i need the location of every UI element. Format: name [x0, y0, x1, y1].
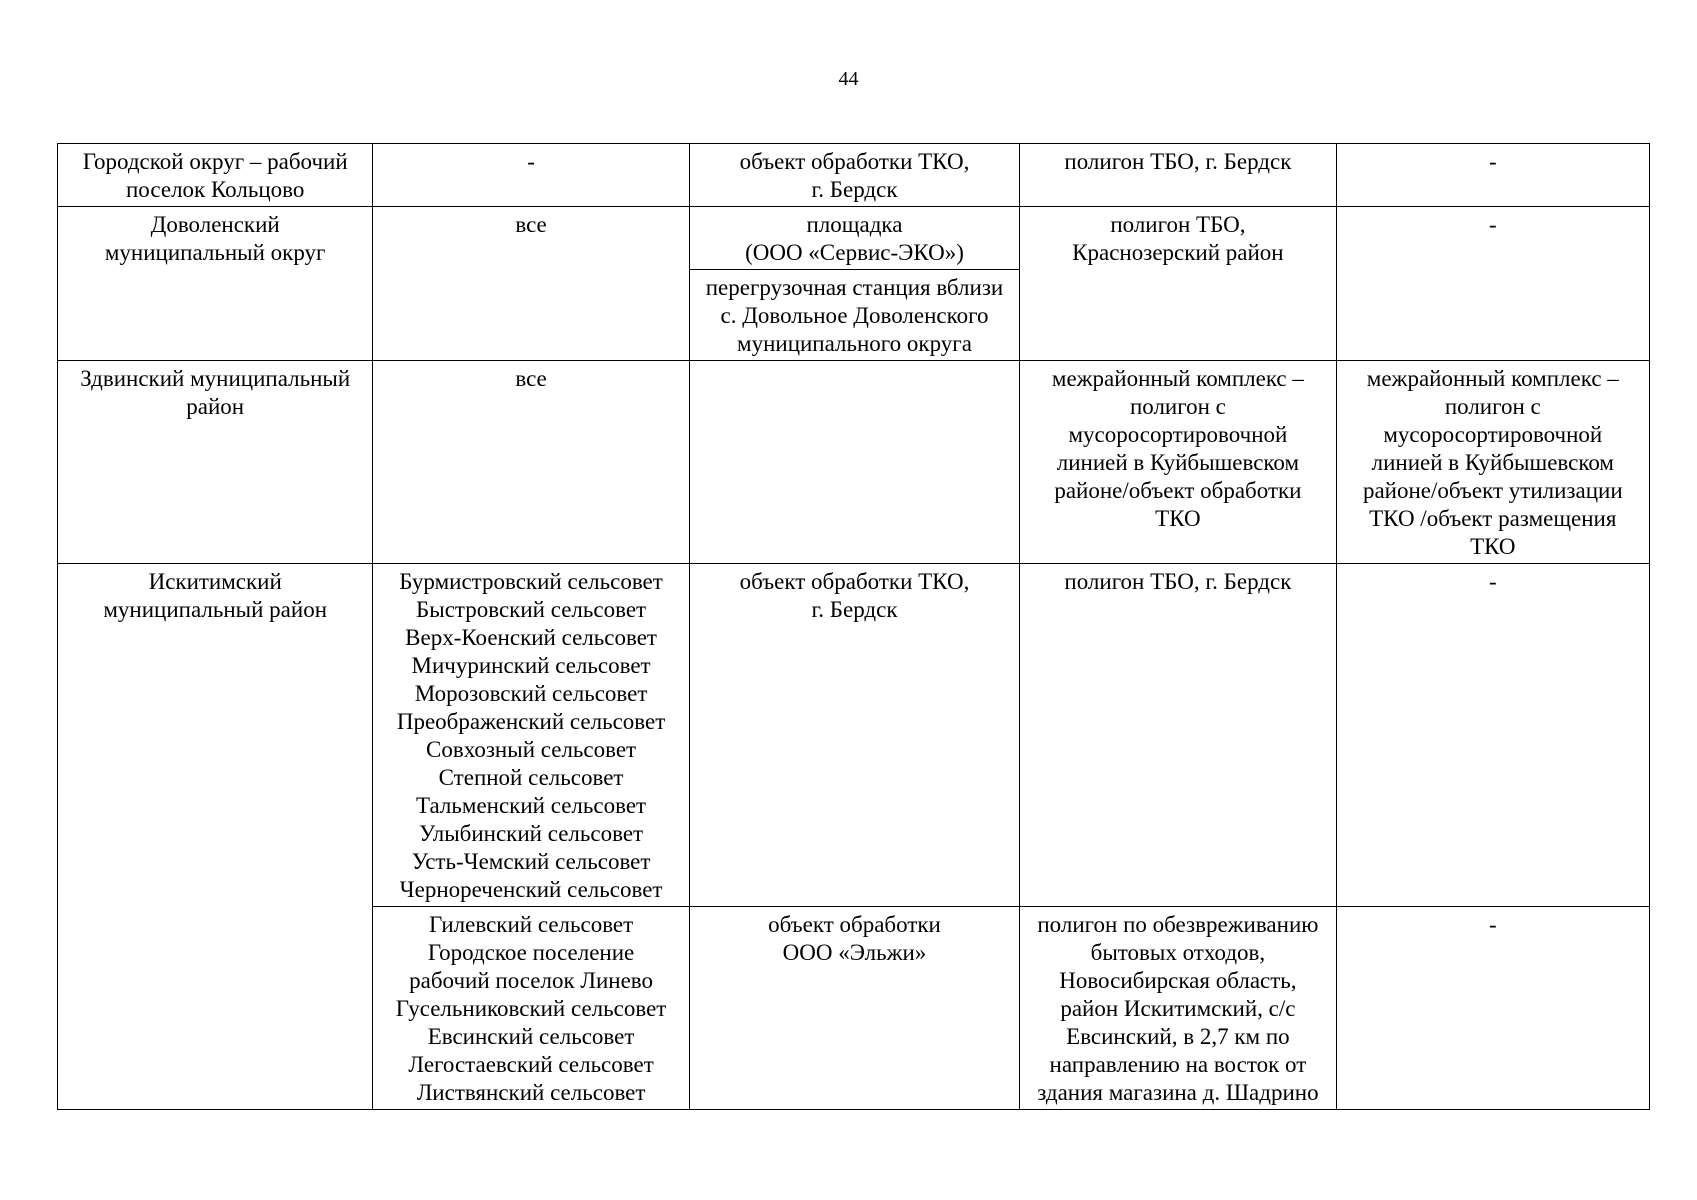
processing-facility-cell: площадка (ООО «Сервис-ЭКО») [689, 207, 1019, 270]
settlements-cell: все [373, 361, 689, 564]
utilization-facility-cell: межрайонный комплекс – полигон с мусоросортировочной линией в Куйбышевском районе/объект утилизации ТКО /объект размещения ТКО [1336, 361, 1649, 564]
municipality-cell: Доволенский муниципальный округ [58, 207, 373, 361]
settlements-cell: Бурмистровский сельсовет Быстровский сельсовет Верх-Коенский сельсовет Мичуринский сельсовет Морозовский сельсовет Преображенский сельсовет Совхозный сельсовет Степной сельсовет Тальменский сельсовет Улыбинский сельсовет Усть-Чемский сельсовет Чернореченский сельсовет [373, 564, 689, 907]
utilization-facility-cell: - [1336, 144, 1649, 207]
table-row [58, 207, 1650, 270]
municipality-cell: Искитимский муниципальный район [58, 564, 373, 1110]
settlements-cell: - [373, 144, 689, 207]
disposal-facility-cell: межрайонный комплекс – полигон с мусоросортировочной линией в Куйбышевском районе/объект обработки ТКО [1020, 361, 1336, 564]
processing-facility-cell [689, 361, 1019, 564]
disposal-facility-cell: полигон ТБО, г. Бердск [1020, 144, 1336, 207]
processing-facility-cell: перегрузочная станция вблизи с. Довольное Доволенского муниципального округа [689, 270, 1019, 361]
disposal-facility-cell: полигон по обезвреживанию бытовых отходов, Новосибирская область, район Искитимский, с/с Евсинский, в 2,7 км по направлению на восток от здания магазина д. Шадрино [1020, 907, 1336, 1110]
table-row [58, 361, 1650, 564]
page-number: 44 [838, 68, 859, 90]
table-row [58, 564, 1650, 907]
settlements-cell: все [373, 207, 689, 361]
municipality-cell: Городской округ – рабочий поселок Кольцово [58, 144, 373, 207]
table-row [58, 144, 1650, 207]
utilization-facility-cell: - [1336, 907, 1649, 1110]
waste-routing-table [57, 143, 1650, 1110]
processing-facility-cell: объект обработки ТКО, г. Бердск [689, 564, 1019, 907]
utilization-facility-cell: - [1336, 207, 1649, 361]
disposal-facility-cell: полигон ТБО, г. Бердск [1020, 564, 1336, 907]
disposal-facility-cell: полигон ТБО, Краснозерский район [1020, 207, 1336, 361]
processing-facility-cell: объект обработки ТКО, г. Бердск [689, 144, 1019, 207]
utilization-facility-cell: - [1336, 564, 1649, 907]
settlements-cell: Гилевский сельсовет Городское поселение рабочий поселок Линево Гусельниковский сельсовет Евсинский сельсовет Легостаевский сельсовет Листвянский сельсовет [373, 907, 689, 1110]
processing-facility-cell: объект обработки ООО «Эльжи» [689, 907, 1019, 1110]
municipality-cell: Здвинский муниципальный район [58, 361, 373, 564]
